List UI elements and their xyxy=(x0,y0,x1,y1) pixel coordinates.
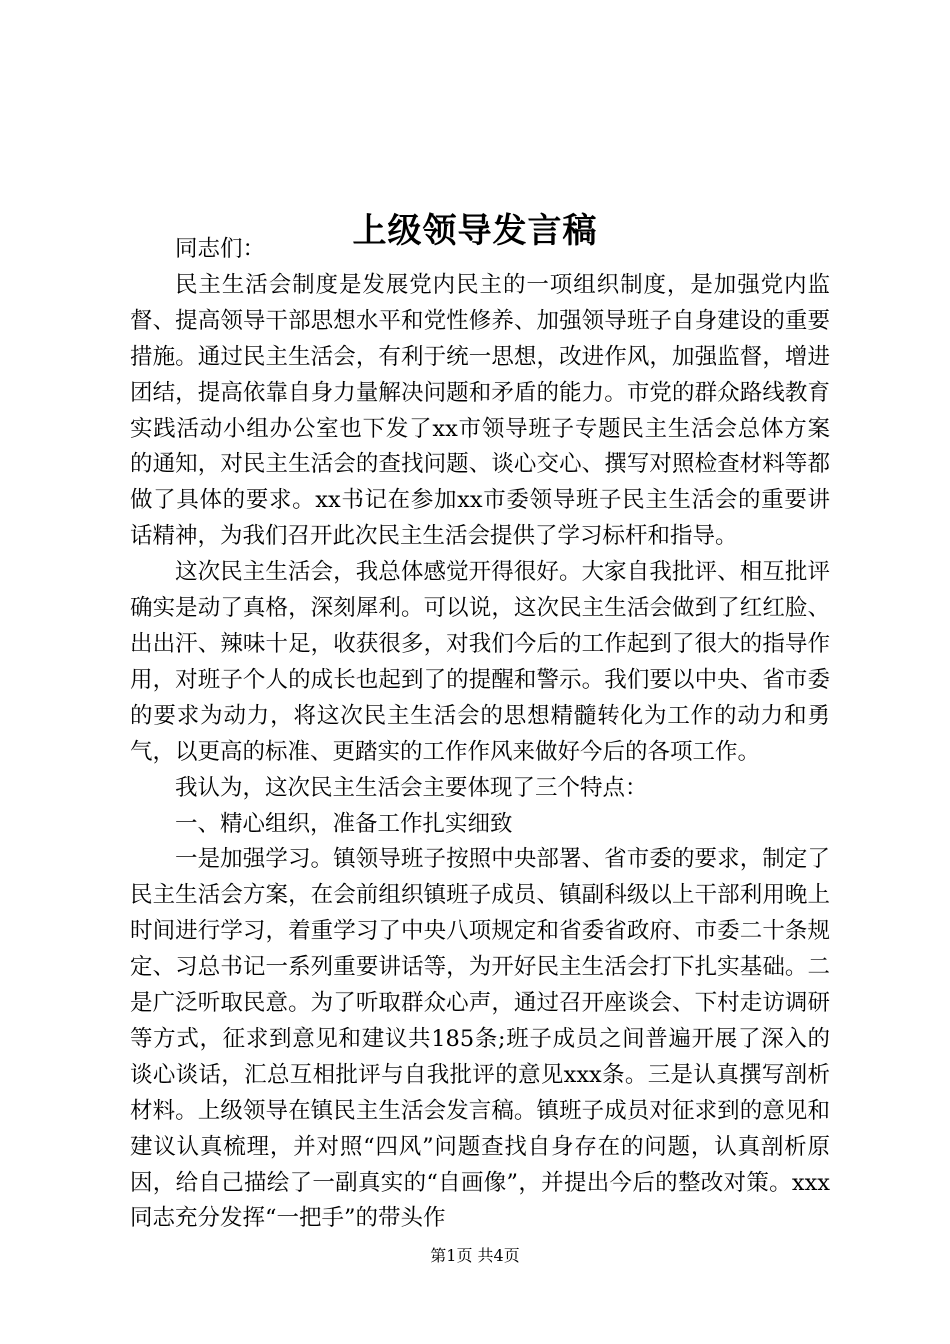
body-paragraph: 一是加强学习。镇领导班子按照中央部署、省市委的要求，制定了民主生活会方案，在会前组织镇班子成员、镇副科级以上干部利用晚上时间进行学习，着重学习了中央八项规定和省委省政府、市委二十条规定、习总书记一系列重要讲话等，为开好民主生活会打下扎实基础。二是广泛听取民意。为了听取群众心声，通过召开座谈会、下村走访调研等方式，征求到意见和建议共185条;班子成员之间普遍开展了深入的谈心谈话，汇总互相批评与自我批评的意见xxx条。三是认真撰写剖析材料。上级领导在镇民主生活会发言稿。镇班子成员对征求到的意见和建议认真梳理，并对照“四风”问题查找自身存在的问题，认真剖析原因，给自己描绘了一副真实的“自画像”，并提出今后的整改对策。xxx同志充分发挥“一把手”的带头作 xyxy=(130,846,830,1232)
body-paragraph: 民主生活会制度是发展党内民主的一项组织制度，是加强党内监督、提高领导干部思想水平和党性修养、加强领导班子自身建设的重要措施。通过民主生活会，有利于统一思想，改进作风，加强监督，增进团结，提高依靠自身力量解决问题和矛盾的能力。市党的群众路线教育实践活动小组办公室也下发了xx市领导班子专题民主生活会总体方案的通知，对民主生活会的查找问题、谈心交心、撰写对照检查材料等都做了具体的要求。xx书记在参加xx市委领导班子民主生活会的重要讲话精神，为我们召开此次民主生活会提供了学习标杆和指导。 xyxy=(130,271,830,550)
section-heading: 一、精心组织，准备工作扎实细致 xyxy=(175,810,513,837)
salutation-paragraph: 同志们： xyxy=(175,236,266,262)
document-body xyxy=(130,232,830,1237)
document-title: 上级领导发言稿 xyxy=(352,210,598,251)
page-number-footer: 第1页 共4页 xyxy=(430,1246,520,1265)
body-paragraph: 我认为，这次民主生活会主要体现了三个特点： xyxy=(175,774,648,801)
body-paragraph: 这次民主生活会，我总体感觉开得很好。大家自我批评、相互批评确实是动了真格，深刻犀利。可以说，这次民主生活会做到了红红脸、出出汗、辣味十足，收获很多，对我们今后的工作起到了很大的指导作用，对班子个人的成长也起到了的提醒和警示。我们要以中央、省市委的要求为动力，将这次民主生活会的思想精髓转化为工作的动力和勇气，以更高的标准、更踏实的工作作风来做好今后的各项工作。 xyxy=(130,559,830,765)
